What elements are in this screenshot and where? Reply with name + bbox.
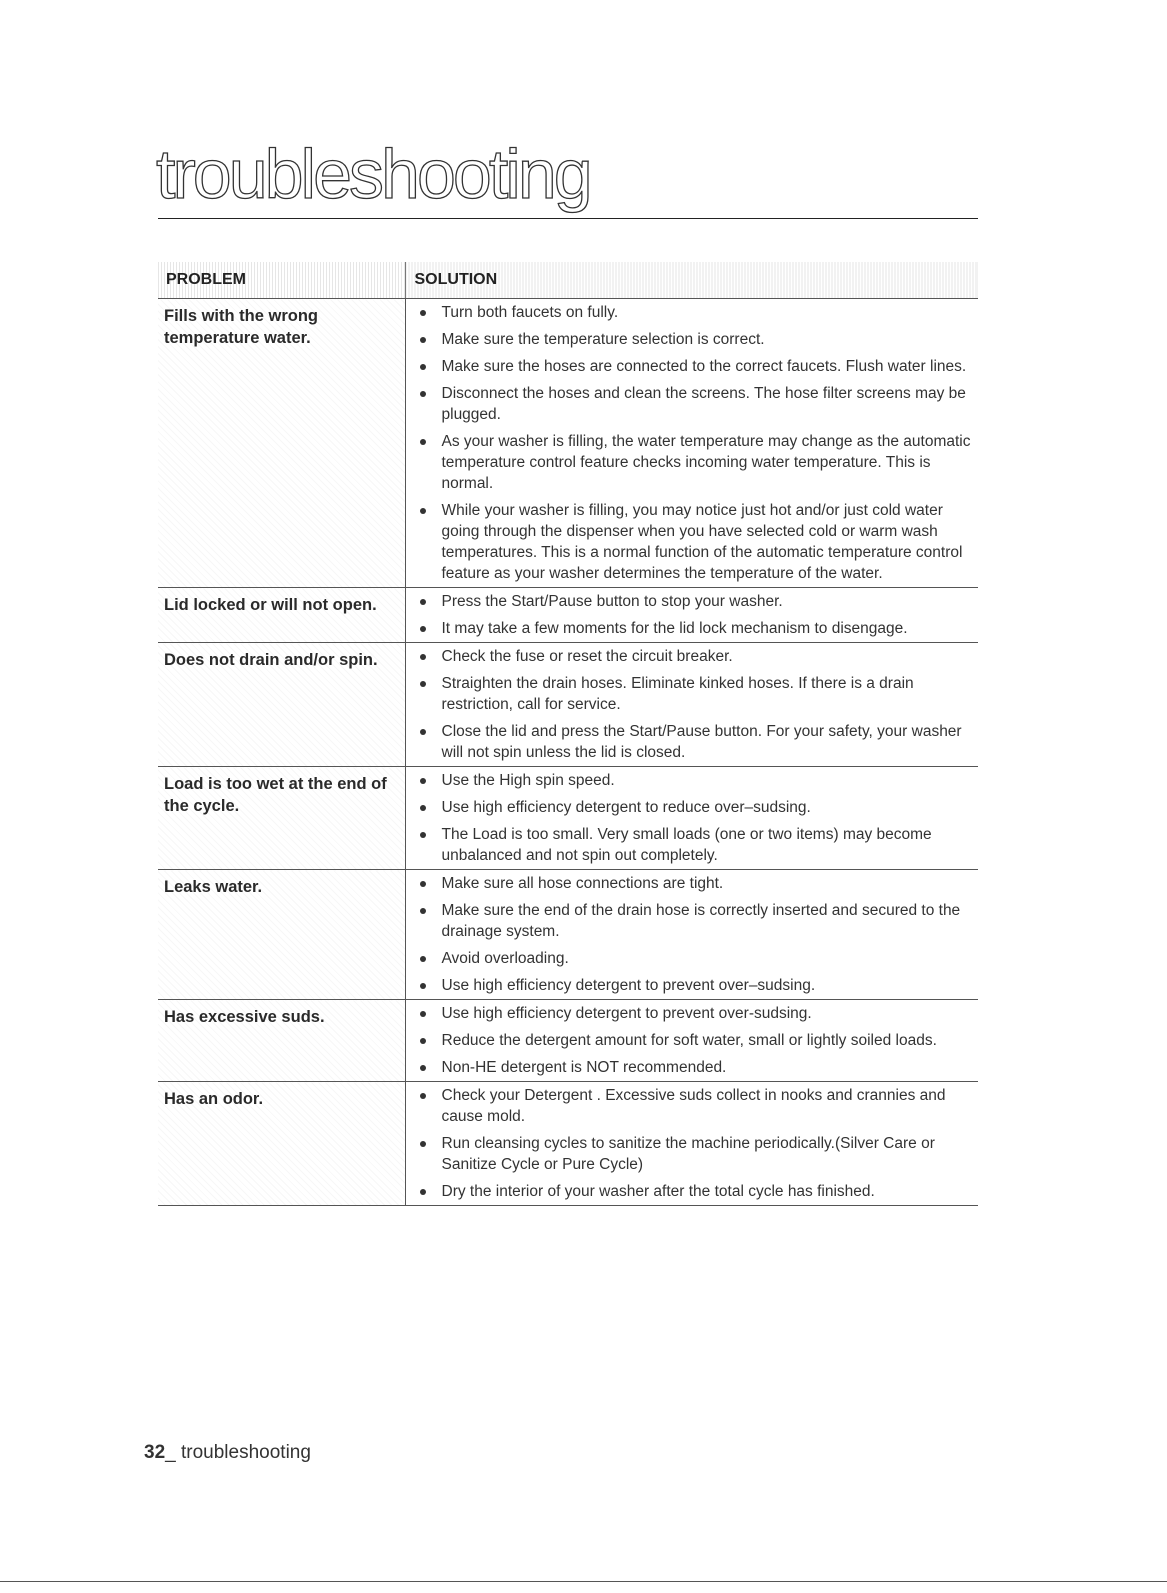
solution-list [418,770,975,866]
troubleshooting-table [158,262,978,1206]
solution-cell [405,643,978,767]
solution-cell [405,1000,978,1082]
problem-cell: Load is too wet at the end of the cycle. [158,767,405,870]
table-row [158,1082,978,1206]
page-number: 32 [144,1442,166,1463]
problem-cell: Has an odor. [158,1082,405,1206]
solution-item: Dry the interior of your washer after the total cycle has finished. [418,1181,975,1202]
solution-item: Non-HE detergent is NOT recommended. [418,1057,975,1078]
table-row [158,643,978,767]
problem-cell: Leaks water. [158,870,405,1000]
solution-item: Use high efficiency detergent to prevent over–sudsing. [418,975,975,996]
table-row [158,767,978,870]
problem-cell: Fills with the wrong temperature water. [158,299,405,588]
solution-list [418,1003,975,1078]
problem-column-header: PROBLEM [158,262,405,299]
solution-item: It may take a few moments for the lid lock mechanism to disengage. [418,618,975,639]
solution-item: Make sure all hose connections are tight. [418,873,975,894]
solution-cell [405,1082,978,1206]
solution-list [418,873,975,996]
solution-item: Close the lid and press the Start/Pause button. For your safety, your washer will not spin unless the lid is closed. [418,721,975,763]
problem-cell: Lid locked or will not open. [158,588,405,643]
solution-item: Use the High spin speed. [418,770,975,791]
table-header-row [158,262,978,299]
problem-cell: Has excessive suds. [158,1000,405,1082]
solution-cell [405,588,978,643]
footer-separator: _ [165,1442,181,1463]
solution-item: Use high efficiency detergent to prevent over-sudsing. [418,1003,975,1024]
solution-item: Run cleansing cycles to sanitize the machine periodically.(Silver Care or Sanitize Cycle or Pure Cycle) [418,1133,975,1175]
solution-item: Use high efficiency detergent to reduce over–sudsing. [418,797,975,818]
bottom-rule [0,1581,1167,1582]
table-row [158,870,978,1000]
solution-cell [405,767,978,870]
solution-list [418,302,975,584]
solution-item: Disconnect the hoses and clean the screens. The hose filter screens may be plugged. [418,383,975,425]
table-row [158,588,978,643]
table-row [158,1000,978,1082]
solution-item: Straighten the drain hoses. Eliminate kinked hoses. If there is a drain restriction, call for service. [418,673,975,715]
solution-item: Reduce the detergent amount for soft water, small or lightly soiled loads. [418,1030,975,1051]
solution-item: Check your Detergent . Excessive suds collect in nooks and crannies and cause mold. [418,1085,975,1127]
solution-item: Make sure the temperature selection is correct. [418,329,975,350]
solution-cell [405,870,978,1000]
solution-item: While your washer is filling, you may notice just hot and/or just cold water going through the dispenser when you have selected cold or warm wash temperatures. This is a normal function of the automatic temperature control feature as your washer determines the temperature of the water. [418,500,975,584]
solution-list [418,1085,975,1202]
solution-item: The Load is too small. Very small loads (one or two items) may become unbalanced and not spin out completely. [418,824,975,866]
solution-item: Make sure the hoses are connected to the correct faucets. Flush water lines. [418,356,975,377]
solution-cell [405,299,978,588]
table-row [158,299,978,588]
solution-item: Press the Start/Pause button to stop your washer. [418,591,975,612]
footer-section-name: troubleshooting [181,1442,311,1463]
page-title [156,135,978,219]
page-title-text: troubleshooting [156,135,590,213]
solution-item: Avoid overloading. [418,948,975,969]
solution-list [418,591,975,639]
solution-column-header: SOLUTION [405,262,978,299]
problem-cell: Does not drain and/or spin. [158,643,405,767]
solution-list [418,646,975,763]
solution-item: As your washer is filling, the water temperature may change as the automatic temperature control feature checks incoming water temperature. This is normal. [418,431,975,494]
solution-item: Turn both faucets on fully. [418,302,975,323]
page-footer [144,1442,311,1464]
solution-item: Make sure the end of the drain hose is correctly inserted and secured to the drainage system. [418,900,975,942]
solution-item: Check the fuse or reset the circuit breaker. [418,646,975,667]
